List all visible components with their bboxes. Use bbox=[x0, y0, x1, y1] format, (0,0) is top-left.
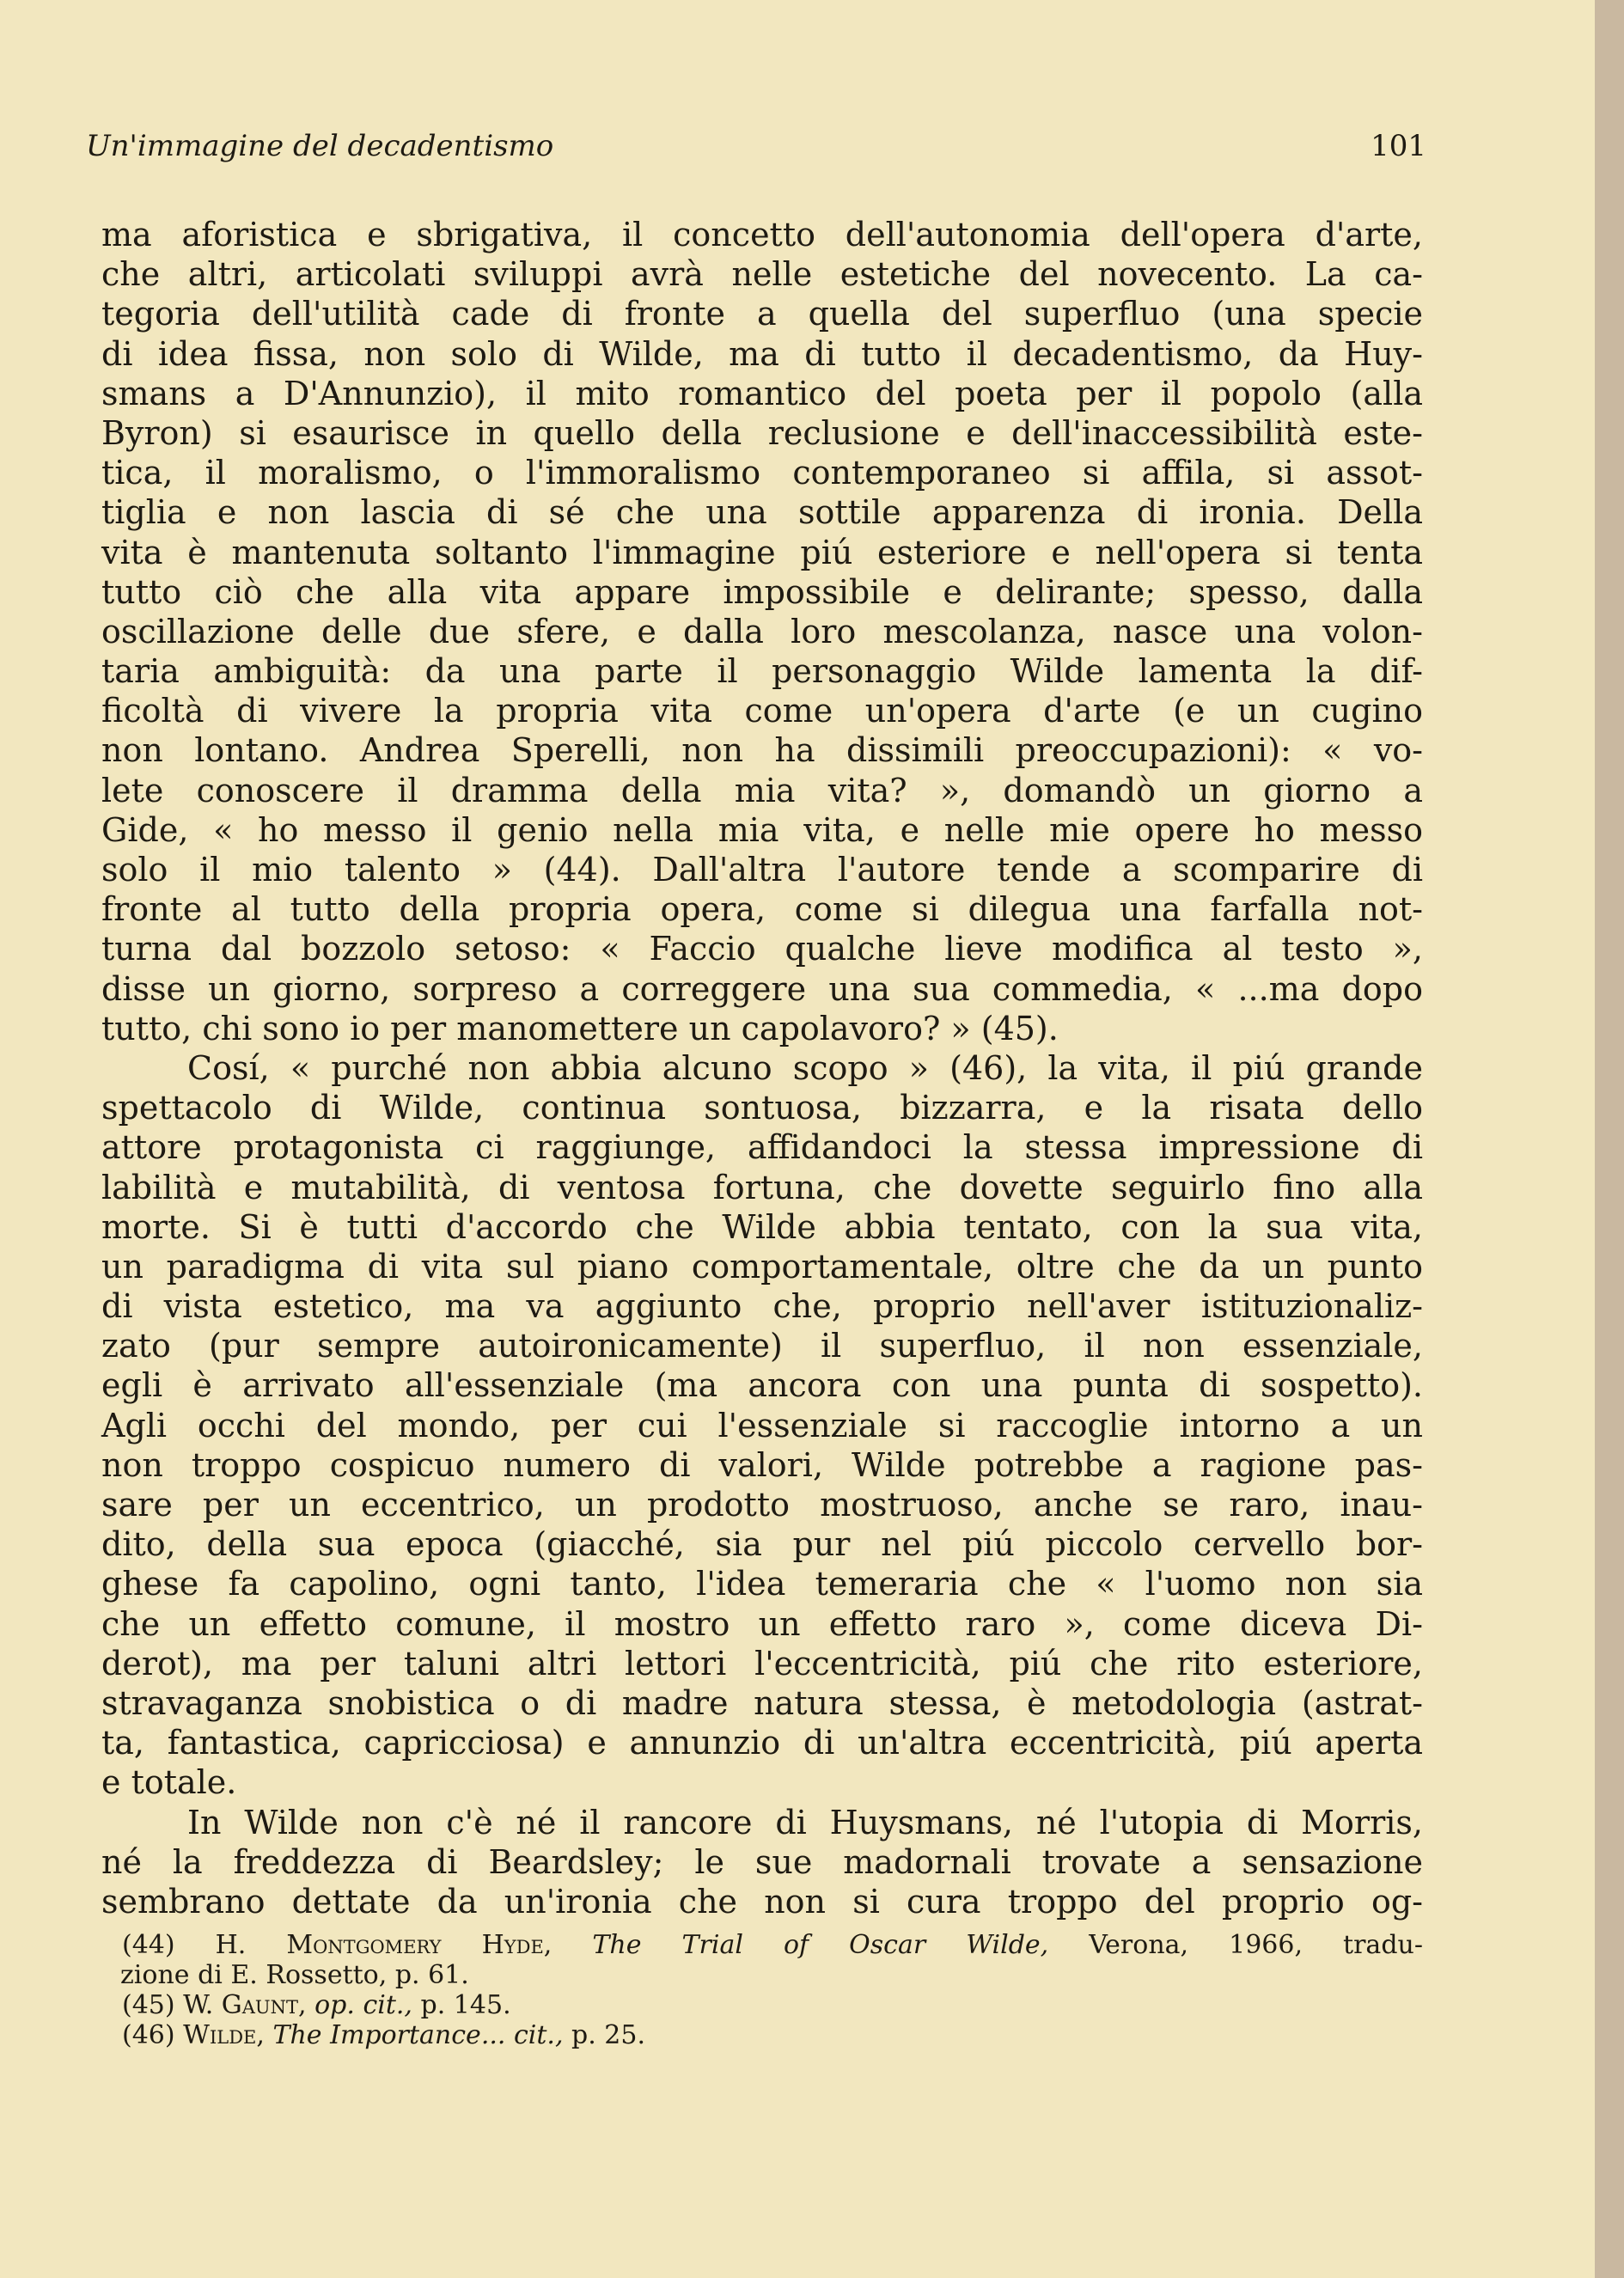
footnotes bbox=[122, 1930, 1423, 2050]
text-line: Agli occhi del mondo, per cui l'essenziale si raccoglie intorno a un bbox=[101, 1406, 1423, 1444]
text-line: turna dal bozzolo setoso: « Faccio qualche lieve modifica al testo », bbox=[101, 930, 1423, 968]
page-edge bbox=[1595, 0, 1624, 2278]
footnote-44 bbox=[122, 1930, 1423, 1960]
text-line: un paradigma di vita sul piano comportamentale, oltre che da un punto bbox=[101, 1247, 1423, 1286]
running-title: Un'immagine del decadentismo bbox=[86, 129, 554, 163]
text-line: taria ambiguità: da una parte il personaggio Wilde lamenta la dif- bbox=[101, 652, 1423, 691]
text-line: non lontano. Andrea Sperelli, non ha dissimili preoccupazioni): « vo- bbox=[101, 731, 1423, 770]
text-line: né la freddezza di Beardsley; le sue madornali trovate a sensazione bbox=[101, 1842, 1423, 1881]
text-line: zato (pur sempre autoironicamente) il superfluo, il non essenziale, bbox=[101, 1327, 1423, 1365]
text-line: egli è arrivato all'essenziale (ma ancora con una punta di sospetto). bbox=[101, 1366, 1423, 1405]
text-line: che un effetto comune, il mostro un effetto raro », come diceva Di- bbox=[101, 1604, 1423, 1643]
text-line: In Wilde non c'è né il rancore di Huysmans, né l'utopia di Morris, bbox=[187, 1803, 1423, 1841]
text-line: Byron) si esaurisce in quello della reclusione e dell'inaccessibilità este- bbox=[101, 413, 1423, 452]
text-line: sembrano dettate da un'ironia che non si cura troppo del proprio og- bbox=[101, 1882, 1423, 1921]
text-line: oscillazione delle due sfere, e dalla loro mescolanza, nasce una volon- bbox=[101, 612, 1423, 650]
footnote-rest: p. 25. bbox=[571, 2020, 646, 2050]
text-line: tiglia e non lascia di sé che una sottile apparenza di ironia. Della bbox=[101, 493, 1423, 532]
text-line: spettacolo di Wilde, continua sontuosa, bizzarra, e la risata dello bbox=[101, 1089, 1423, 1127]
text-line: Gide, « ho messo il genio nella mia vita, e nelle mie opere ho messo bbox=[101, 810, 1423, 849]
text-line: attore protagonista ci raggiunge, affidandoci la stessa impressione di bbox=[101, 1128, 1423, 1167]
text-line: ta, fantastica, capricciosa) e annunzio di un'altra eccentricità, piú aperta bbox=[101, 1724, 1423, 1762]
text-line: di idea fissa, non solo di Wilde, ma di tutto il decadentismo, da Huy- bbox=[101, 334, 1423, 373]
footnote-46 bbox=[122, 2020, 1423, 2050]
text-line: solo il mio talento » (44). Dall'altra l'autore tende a scomparire di bbox=[101, 851, 1423, 889]
footnote-45 bbox=[122, 1990, 1423, 2020]
footnote-number: (44) bbox=[122, 1930, 175, 1960]
text-line: ma aforistica e sbrigativa, il concetto dell'autonomia dell'opera d'arte, bbox=[101, 216, 1423, 253]
text-line: Cosí, « purché non abbia alcuno scopo » (46), la vita, il piú grande bbox=[187, 1048, 1423, 1087]
page-number: 101 bbox=[1371, 129, 1426, 163]
text-line: ficoltà di vivere la propria vita come un'opera d'arte (e un cugino bbox=[101, 692, 1423, 730]
body-text bbox=[101, 215, 1423, 1921]
text-line: labilità e mutabilità, di ventosa fortuna, che dovette seguirlo fino alla bbox=[101, 1168, 1423, 1206]
footnote-number: (46) bbox=[122, 2020, 175, 2050]
text-line: ghese fa capolino, ogni tanto, l'idea temeraria che « l'uomo non sia bbox=[101, 1565, 1423, 1603]
footnote-title: The Importance... cit., bbox=[272, 2020, 564, 2050]
page-header bbox=[86, 129, 1426, 172]
footnote-title: The Trial of Oscar Wilde, bbox=[592, 1930, 1049, 1960]
text-line: tutto ciò che alla vita appare impossibile e delirante; spesso, dalla bbox=[101, 572, 1423, 611]
text-line: vita è mantenuta soltanto l'immagine piú esteriore e nell'opera si tenta bbox=[101, 533, 1423, 571]
footnote-rest: p. 145. bbox=[420, 1990, 511, 2020]
text-line: di vista estetico, ma va aggiunto che, proprio nell'aver istituzionaliz- bbox=[101, 1287, 1423, 1326]
footnote-number: (45) bbox=[122, 1990, 175, 2020]
text-line: smans a D'Annunzio), il mito romantico del poeta per il popolo (alla bbox=[101, 374, 1423, 412]
footnote-44-continuation: zione di E. Rossetto, p. 61. bbox=[120, 1960, 469, 1990]
footnote-title: op. cit., bbox=[314, 1990, 412, 2020]
text-line: lete conoscere il dramma della mia vita? », domandò un giorno a bbox=[101, 771, 1423, 809]
text-line: disse un giorno, sorpreso a correggere una sua commedia, « ...ma dopo bbox=[101, 969, 1423, 1008]
footnote-rest: Verona, 1966, tradu- bbox=[1089, 1930, 1423, 1960]
text-line: tutto, chi sono io per manomettere un capolavoro? » (45). bbox=[101, 1009, 1059, 1047]
footnote-author: Wilde, bbox=[183, 2020, 265, 2050]
text-line: fronte al tutto della propria opera, come si dilegua una farfalla not- bbox=[101, 890, 1423, 929]
footnote-author: H. Montgomery Hyde, bbox=[215, 1930, 553, 1960]
text-line: sare per un eccentrico, un prodotto mostruoso, anche se raro, inau- bbox=[101, 1486, 1423, 1524]
text-line: tegoria dell'utilità cade di fronte a quella del superfluo (una specie bbox=[101, 295, 1423, 333]
text-line: dito, della sua epoca (giacché, sia pur nel piú piccolo cervello bor- bbox=[101, 1525, 1423, 1564]
text-line: non troppo cospicuo numero di valori, Wilde potrebbe a ragione pas- bbox=[101, 1445, 1423, 1484]
text-line: e totale. bbox=[101, 1763, 237, 1802]
text-line: stravaganza snobistica o di madre natura stessa, è metodologia (astrat- bbox=[101, 1683, 1423, 1722]
text-line: derot), ma per taluni altri lettori l'eccentricità, piú che rito esteriore, bbox=[101, 1644, 1423, 1683]
text-line: morte. Si è tutti d'accordo che Wilde abbia tentato, con la sua vita, bbox=[101, 1207, 1423, 1246]
text-line: tica, il moralismo, o l'immoralismo contemporaneo si affila, si assot- bbox=[101, 454, 1423, 492]
footnote-author: W. Gaunt, bbox=[183, 1990, 307, 2020]
text-line: che altri, articolati sviluppi avrà nelle estetiche del novecento. La ca- bbox=[101, 255, 1423, 294]
